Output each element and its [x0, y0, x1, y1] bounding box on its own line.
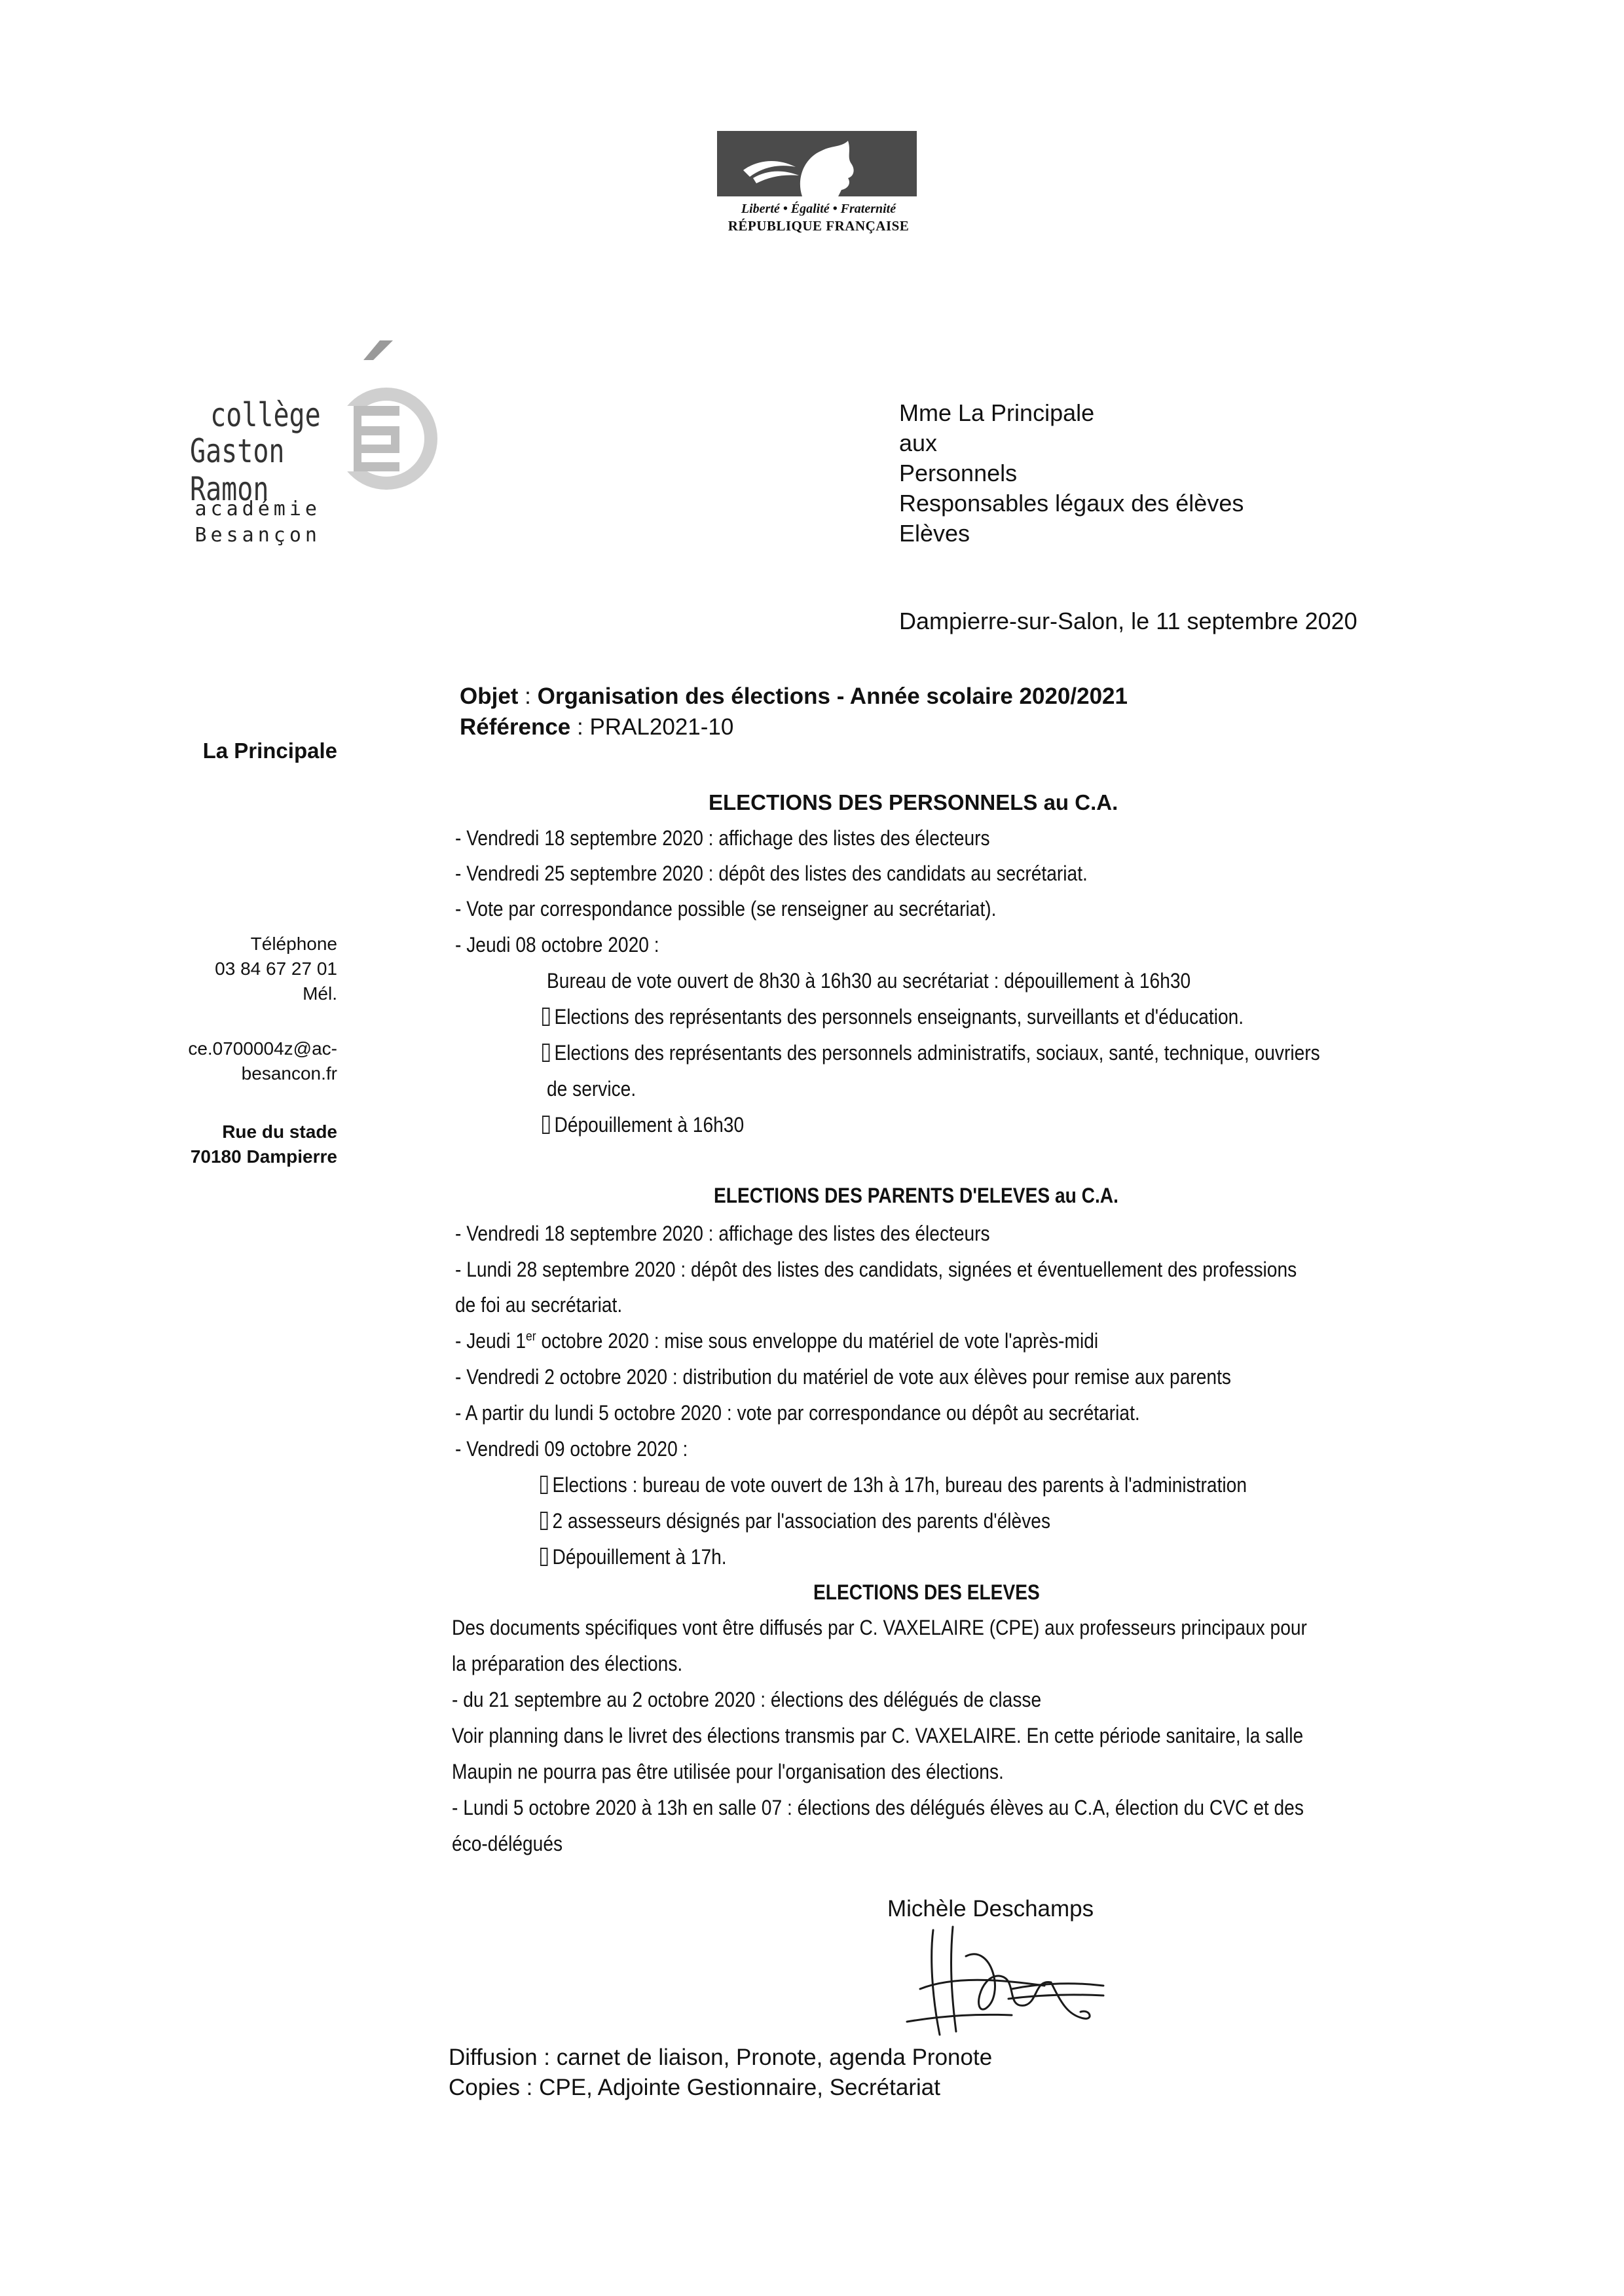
- personnels-item: Dépouillement à 16h30: [542, 1113, 744, 1137]
- parents-item: Elections : bureau de vote ouvert de 13h à 17h, bureau des parents à l'administration: [540, 1473, 1247, 1497]
- parents-line: de foi au secrétariat.: [455, 1293, 623, 1317]
- marianne-emblem: [717, 131, 917, 196]
- republic-motto: Liberté • Égalité • Fraternité: [741, 202, 896, 216]
- footer-block: [449, 2043, 992, 2103]
- personnels-line: - Vendredi 18 septembre 2020 : affichage des listes des électeurs: [455, 826, 990, 850]
- checkbox-glyph-icon: [542, 1008, 549, 1026]
- recipient-line: Elèves: [899, 520, 970, 547]
- objet-label: Objet: [460, 683, 519, 709]
- checkbox-glyph-icon: [540, 1548, 547, 1566]
- personnels-bureau: Bureau de vote ouvert de 8h30 à 16h30 au secrétariat : dépouillement à 16h30: [547, 969, 1191, 993]
- sidebar-email: [188, 1036, 337, 1086]
- signatory-name: Michèle Deschamps: [887, 1896, 1094, 1922]
- personnels-item: Elections des représentants des personnels enseignants, surveillants et d'éducation.: [542, 1005, 1244, 1029]
- phone-label: Téléphone: [250, 934, 337, 954]
- eleves-line: - Lundi 5 octobre 2020 à 13h en salle 07 : élections des délégués élèves au C.A, élection du CVC et des: [452, 1796, 1304, 1819]
- sidebar-signer: La Principale: [202, 738, 337, 763]
- parents-line: - Vendredi 09 octobre 2020 :: [455, 1437, 688, 1461]
- recipient-line: Responsables légaux des élèves: [899, 490, 1244, 517]
- recipient-line: Mme La Principale: [899, 399, 1095, 426]
- address-line2: 70180 Dampierre: [190, 1146, 337, 1167]
- sidebar-address: [191, 1120, 337, 1169]
- checkbox-glyph-icon: [542, 1044, 549, 1062]
- place-and-date: Dampierre-sur-Salon, le 11 septembre 2020: [899, 608, 1357, 634]
- parents-line: - Jeudi 1er octobre 2020 : mise sous enveloppe du matériel de vote l'après-midi: [455, 1329, 1099, 1353]
- eleves-line: la préparation des élections.: [452, 1652, 683, 1675]
- section-title-parents: ELECTIONS DES PARENTS D'ELEVES au C.A.: [714, 1184, 1118, 1207]
- handwritten-signature-icon: [894, 1917, 1110, 2048]
- parents-item: Dépouillement à 17h.: [540, 1545, 727, 1569]
- reference-line: Référence : PRAL2021-10: [460, 714, 734, 740]
- eleves-line: Des documents spécifiques vont être diffusés par C. VAXELAIRE (CPE) aux professeurs principaux pour: [452, 1616, 1307, 1639]
- eleves-line: Voir planning dans le livret des élections transmis par C. VAXELAIRE. En cette période sanitaire, la salle: [452, 1724, 1304, 1747]
- parents-line: - A partir du lundi 5 octobre 2020 : vote par correspondance ou dépôt au secrétariat.: [455, 1401, 1140, 1425]
- section-title-personnels: ELECTIONS DES PERSONNELS au C.A.: [709, 790, 1118, 814]
- address-line1: Rue du stade: [222, 1121, 337, 1142]
- personnels-line: - Vote par correspondance possible (se renseigner au secrétariat).: [455, 897, 997, 920]
- reference-label: Référence: [460, 714, 571, 740]
- sidebar-contact: [215, 932, 337, 1006]
- marianne-profile-icon: [717, 131, 917, 196]
- recipients-block: [899, 398, 1244, 549]
- academie-e-logo-icon: [334, 340, 445, 511]
- eleves-line: Maupin ne pourra pas être utilisée pour l'organisation des élections.: [452, 1760, 1004, 1783]
- college-name-line2: Gaston Ramon: [190, 432, 285, 508]
- checkbox-glyph-icon: [542, 1116, 549, 1134]
- email-line1: ce.0700004z@ac-: [188, 1038, 337, 1059]
- college-name-line1: collège: [210, 396, 321, 434]
- section-title-eleves: ELECTIONS DES ELEVES: [813, 1580, 1040, 1604]
- checkbox-glyph-icon: [540, 1512, 547, 1530]
- copies-line: Copies : CPE, Adjointe Gestionnaire, Secrétariat: [449, 2075, 940, 2100]
- recipient-line: aux: [899, 429, 938, 456]
- personnels-line: - Vendredi 25 septembre 2020 : dépôt des listes des candidats au secrétariat.: [455, 862, 1088, 885]
- academie-line2: Besançon: [194, 524, 321, 547]
- personnels-line: - Jeudi 08 octobre 2020 :: [455, 933, 659, 957]
- republic-name: RÉPUBLIQUE FRANÇAISE: [728, 218, 910, 234]
- parents-item: 2 assesseurs désignés par l'association des parents d'élèves: [540, 1509, 1050, 1533]
- parents-line: - Vendredi 18 septembre 2020 : affichage des listes des électeurs: [455, 1222, 990, 1245]
- eleves-line: éco-délégués: [452, 1832, 563, 1855]
- mail-label: Mél.: [303, 983, 337, 1004]
- phone-number: 03 84 67 27 01: [215, 958, 337, 979]
- recipient-line: Personnels: [899, 460, 1018, 486]
- personnels-item: Elections des représentants des personnels administratifs, sociaux, santé, technique, ouvriers: [542, 1041, 1320, 1065]
- reference-text: PRAL2021-10: [589, 714, 734, 740]
- email-line2: besancon.fr: [241, 1063, 337, 1084]
- diffusion-line: Diffusion : carnet de liaison, Pronote, agenda Pronote: [449, 2045, 993, 2070]
- subject-block: [460, 681, 1128, 742]
- objet-text: Organisation des élections - Année scolaire 2020/2021: [537, 683, 1128, 709]
- college-logo: [157, 334, 445, 556]
- eleves-line: - du 21 septembre au 2 octobre 2020 : élections des délégués de classe: [452, 1688, 1042, 1711]
- academie-line1: académie: [194, 498, 321, 520]
- parents-line: - Lundi 28 septembre 2020 : dépôt des listes des candidats, signées et éventuellement des professions: [455, 1258, 1297, 1281]
- checkbox-glyph-icon: [540, 1476, 547, 1494]
- personnels-item-cont: de service.: [547, 1077, 637, 1101]
- republique-francaise-logo: [717, 131, 920, 234]
- objet-line: Objet : Organisation des élections - Année scolaire 2020/2021: [460, 683, 1128, 709]
- parents-line: - Vendredi 2 octobre 2020 : distribution du matériel de vote aux élèves pour remise aux parents: [455, 1365, 1231, 1389]
